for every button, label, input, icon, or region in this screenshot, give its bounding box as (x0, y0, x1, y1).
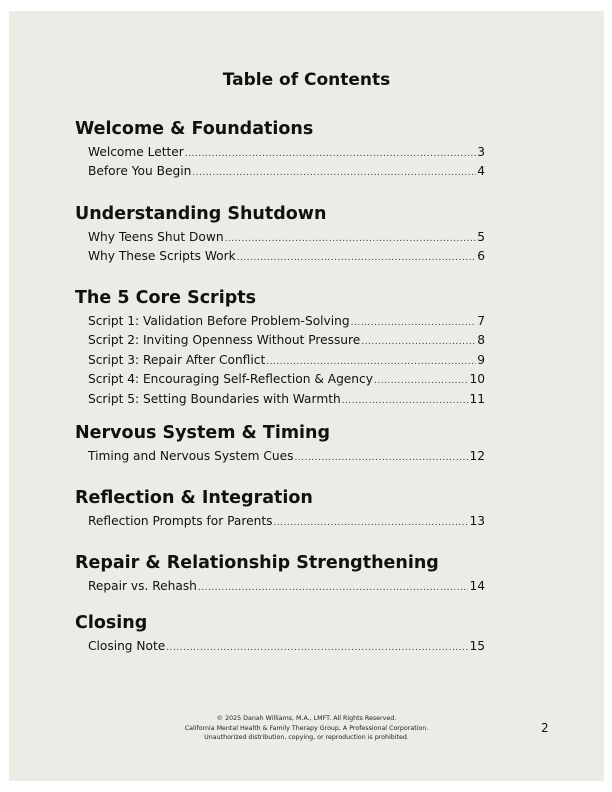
toc-entry[interactable] (88, 163, 485, 182)
dot-leader (361, 334, 476, 351)
toc-entry-page: 13 (469, 514, 485, 528)
toc-section-closing (75, 612, 485, 657)
toc-entry-page: 7 (477, 314, 485, 328)
toc-entry[interactable] (88, 638, 485, 657)
toc-entry[interactable] (88, 229, 485, 248)
toc-section-welcome-foundations (75, 118, 485, 183)
copyright-footer (9, 714, 604, 743)
toc-entry-label: Welcome Letter (88, 145, 184, 159)
toc-entry-page: 12 (469, 449, 485, 463)
footer-line: California Mental Health & Family Therapy Group, A Professional Corporation. (184, 724, 429, 732)
footer-line: © 2025 Danah Williams, M.A., LMFT. All Rights Reserved. (216, 715, 397, 722)
toc-section-nervous-system (75, 422, 485, 467)
section-heading: Closing (75, 613, 148, 633)
toc-entry-label: Script 5: Setting Boundaries with Warmth (88, 391, 341, 406)
toc-entry-page: 15 (469, 639, 485, 653)
dot-leader (351, 315, 477, 332)
dot-leader (192, 165, 476, 182)
section-heading: Welcome & Foundations (75, 119, 314, 139)
toc-entry-page: 6 (477, 249, 485, 264)
section-heading: Understanding Shutdown (75, 204, 327, 224)
toc-entry-page: 5 (477, 230, 485, 244)
toc-entry[interactable] (88, 144, 485, 163)
section-heading: Repair & Relationship Strengthening (75, 553, 439, 573)
toc-entry-page: 11 (469, 391, 485, 406)
toc-entry[interactable] (88, 391, 485, 410)
document-page (9, 11, 604, 781)
toc-entry-page: 9 (477, 352, 485, 367)
dot-leader (198, 580, 469, 597)
toc-entry-page: 4 (477, 164, 485, 179)
toc-section-repair-relationship (75, 552, 485, 597)
toc-entry-label: Timing and Nervous System Cues (88, 449, 294, 463)
section-heading: The 5 Core Scripts (75, 288, 256, 308)
page-title: Table of Contents (222, 70, 391, 90)
toc-entry-label: Why These Scripts Work (88, 249, 236, 264)
toc-entry[interactable] (88, 513, 485, 532)
toc-entry[interactable] (88, 313, 485, 332)
toc-entry-label: Script 2: Inviting Openness Without Pressure (88, 333, 361, 348)
dot-leader (342, 393, 469, 410)
page-number: 2 (541, 721, 549, 735)
dot-leader (266, 354, 476, 371)
footer-line: Unauthorized distribution, copying, or reproduction is prohibited. (204, 734, 409, 741)
toc-section-core-scripts (75, 287, 485, 410)
section-heading: Reflection & Integration (75, 488, 313, 508)
dot-leader (166, 640, 468, 657)
toc-entry-label: Why Teens Shut Down (88, 230, 224, 244)
toc-section-understanding-shutdown (75, 203, 485, 268)
dot-leader (237, 250, 477, 267)
toc-entry-label: Repair vs. Rehash (88, 579, 197, 593)
toc-entry-label: Script 1: Validation Before Problem-Solving (88, 314, 350, 328)
dot-leader (374, 373, 469, 390)
toc-entry-page: 3 (477, 145, 485, 159)
toc-entry[interactable] (88, 578, 485, 597)
toc-entry-label: Before You Begin (88, 164, 192, 179)
toc-entry[interactable] (88, 248, 485, 267)
section-heading: Nervous System & Timing (75, 423, 331, 443)
toc-entry[interactable] (88, 448, 485, 467)
toc-entry-label: Script 4: Encouraging Self-Reflection & Agency (88, 372, 373, 387)
toc-entry-label: Closing Note (88, 639, 166, 653)
toc-entry[interactable] (88, 371, 485, 390)
toc-entry-label: Reflection Prompts for Parents (88, 514, 273, 528)
toc-entry-page: 14 (469, 579, 485, 593)
toc-entry[interactable] (88, 332, 485, 351)
toc-entry-label: Script 3: Repair After Conflict (88, 352, 266, 367)
dot-leader (225, 231, 477, 248)
dot-leader (185, 146, 476, 163)
toc-section-reflection-integration (75, 487, 485, 532)
dot-leader (295, 450, 469, 467)
toc-entry[interactable] (88, 352, 485, 371)
toc-entry-page: 10 (469, 372, 485, 387)
toc-entry-page: 8 (477, 333, 485, 348)
dot-leader (273, 515, 468, 532)
